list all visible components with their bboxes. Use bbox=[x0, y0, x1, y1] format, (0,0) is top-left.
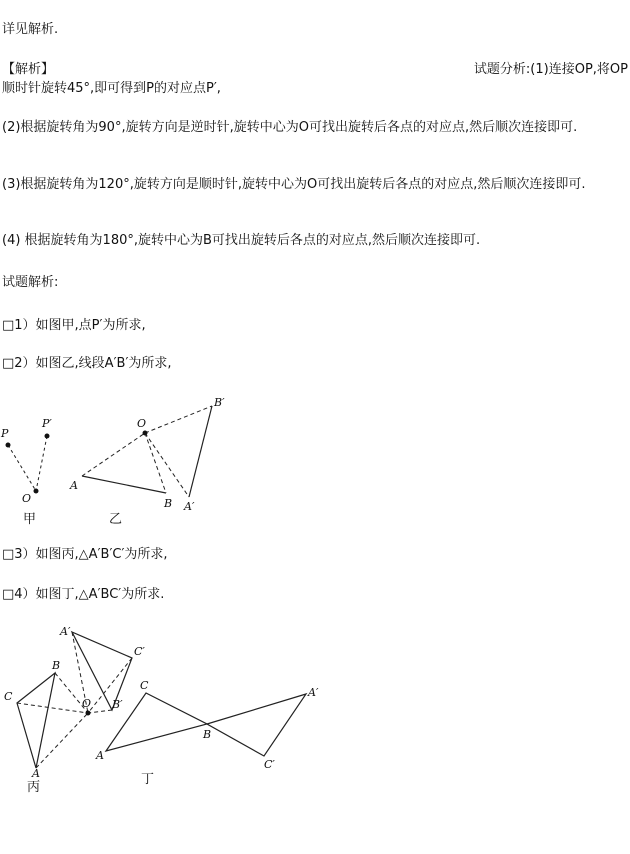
figure-bing bbox=[4, 625, 145, 795]
figure-yi bbox=[69, 396, 225, 527]
label-P-prime: P′ bbox=[42, 417, 52, 430]
label-O: O bbox=[22, 492, 32, 505]
label-A-prime-bing: A′ bbox=[60, 625, 71, 638]
label-C-ding: C bbox=[140, 679, 149, 692]
label-A-bing: A bbox=[32, 767, 40, 780]
analysis-paragraph-3: (3)根据旋转角为120°,旋转方向是顺时针,旋转中心为O可找出旋转后各点的对应点,然后顺次连接即可. bbox=[2, 177, 586, 192]
analysis-heading: 【解析】 bbox=[2, 62, 55, 77]
label-B-ding: B bbox=[203, 728, 212, 741]
analysis-paragraph-2: (2)根据旋转角为90°,旋转方向是逆时针,旋转中心为O可找出旋转后各点的对应点,然后顺次连接即可. bbox=[2, 120, 578, 135]
analysis-line-2: 顺时针旋转45°,即可得到P的对应点P′, bbox=[2, 81, 221, 96]
figure-jia bbox=[0, 417, 52, 527]
figure-jia-yi bbox=[0, 390, 630, 530]
solution-1: □1）如图甲,点P′为所求, bbox=[2, 318, 146, 333]
solution-3: □3）如图丙,△A′B′C′为所求, bbox=[2, 547, 168, 562]
label-B-prime-bing: B′ bbox=[112, 698, 123, 711]
solution-heading: 试题解析: bbox=[2, 275, 59, 290]
label-A-yi: A bbox=[70, 479, 78, 492]
label-B-bing: B bbox=[52, 659, 61, 672]
label-A-ding: A bbox=[96, 749, 104, 762]
label-P: P bbox=[1, 427, 9, 440]
solution-4: □4）如图丁,△A′BC′为所求. bbox=[2, 587, 165, 602]
label-C-prime-bing: C′ bbox=[134, 645, 145, 658]
label-O-yi: O bbox=[137, 417, 147, 430]
solution-2: □2）如图乙,线段A′B′为所求, bbox=[2, 356, 172, 371]
label-O-bing: O bbox=[82, 697, 92, 710]
caption-bing: 丙 bbox=[27, 780, 41, 795]
label-A-prime-yi: A′ bbox=[184, 500, 195, 513]
caption-yi: 乙 bbox=[109, 512, 123, 527]
caption-jia: 甲 bbox=[23, 512, 37, 527]
label-B-yi: B bbox=[164, 497, 173, 510]
caption-ding: 丁 bbox=[141, 772, 155, 787]
label-C-prime-ding: C′ bbox=[264, 758, 275, 771]
label-A-prime-ding: A′ bbox=[308, 686, 319, 699]
label-C-bing: C bbox=[4, 690, 13, 703]
figure-ding bbox=[95, 679, 319, 787]
intro-text: 详见解析. bbox=[2, 22, 59, 37]
analysis-right-text: 试题分析:(1)连接OP,将OP bbox=[473, 62, 628, 77]
analysis-paragraph-4: (4) 根据旋转角为180°,旋转中心为B可找出旋转后各点的对应点,然后顺次连接即可. bbox=[2, 233, 481, 248]
figure-bing-ding bbox=[0, 620, 630, 820]
label-B-prime-yi: B′ bbox=[214, 396, 225, 409]
